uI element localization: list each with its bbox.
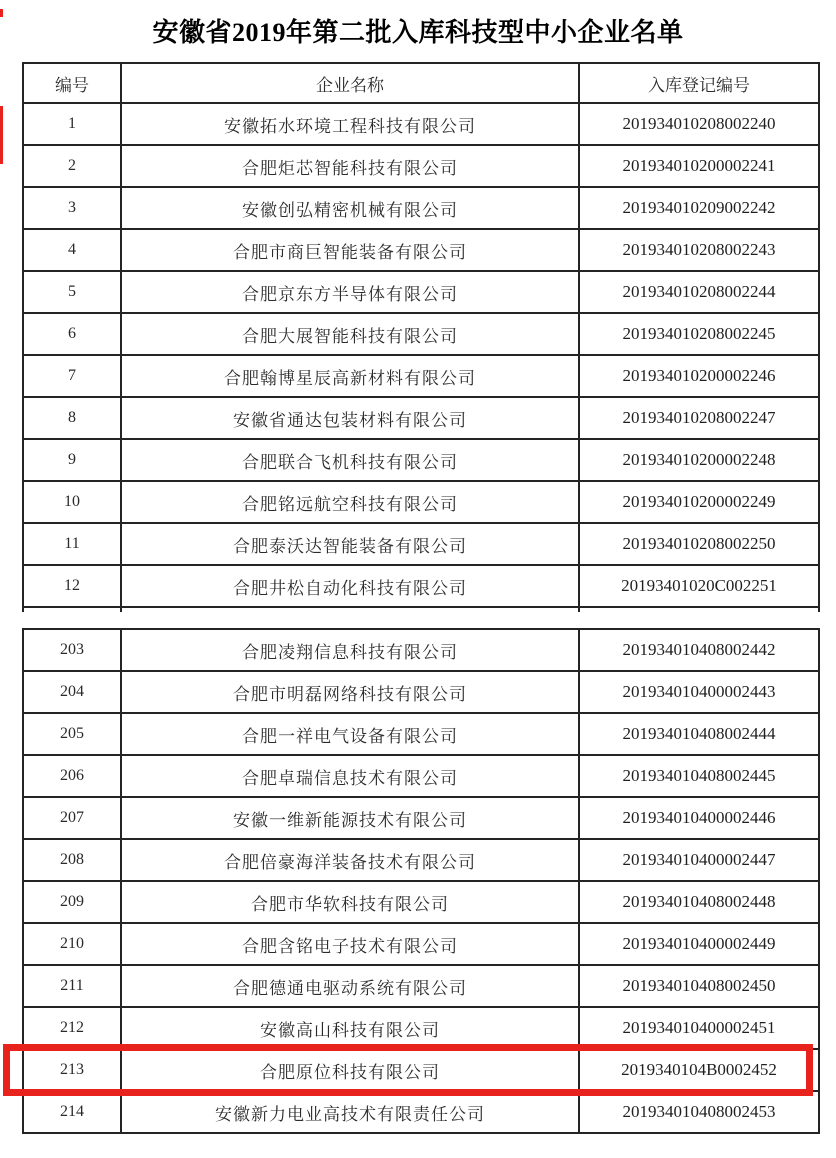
registration-number-cell: 201934010408002450 (579, 965, 819, 1007)
row-number-cell: 11 (23, 523, 121, 565)
company-table-section-1 (22, 62, 820, 612)
table-row (23, 797, 819, 839)
row-number-cell: 212 (23, 1007, 121, 1049)
registration-number-cell: 20193401020C002251 (579, 565, 819, 607)
row-number-cell: 206 (23, 755, 121, 797)
row-number-cell: 214 (23, 1091, 121, 1133)
registration-number-cell: 201934010208002245 (579, 313, 819, 355)
company-name-cell: 合肥含铭电子技术有限公司 (121, 923, 579, 965)
header-company-name: 企业名称 (121, 63, 579, 103)
registration-number-cell: 201934010400002449 (579, 923, 819, 965)
table-row (23, 439, 819, 481)
company-name-cell: 合肥卓瑞信息技术有限公司 (121, 755, 579, 797)
registration-number-cell: 201934010400002443 (579, 671, 819, 713)
registration-number-cell: 201934010408002453 (579, 1091, 819, 1133)
registration-number-cell: 201934010200002241 (579, 145, 819, 187)
table-row (23, 839, 819, 881)
row-number-cell: 211 (23, 965, 121, 1007)
company-name-cell: 安徽一维新能源技术有限公司 (121, 797, 579, 839)
company-name-cell: 安徽高山科技有限公司 (121, 1007, 579, 1049)
company-name-cell: 合肥倍豪海洋装备技术有限公司 (121, 839, 579, 881)
table-row (23, 713, 819, 755)
company-name-cell: 安徽创弘精密机械有限公司 (121, 187, 579, 229)
page-title: 安徽省2019年第二批入库科技型中小企业名单 (152, 18, 684, 47)
registration-number-cell: 201934010208002250 (579, 523, 819, 565)
registration-number-cell: 201934010400002451 (579, 1007, 819, 1049)
table-row (23, 755, 819, 797)
row-number-cell: 12 (23, 565, 121, 607)
registration-number-cell: 201934010209002242 (579, 187, 819, 229)
registration-number-cell: 201934010408002442 (579, 629, 819, 671)
header-id: 编号 (23, 63, 121, 103)
company-name-cell: 合肥翰博星辰高新材料有限公司 (121, 355, 579, 397)
row-number-cell: 213 (23, 1049, 121, 1091)
registration-number-cell: 201934010200002246 (579, 355, 819, 397)
registration-number-cell: 201934010208002247 (579, 397, 819, 439)
table-row (23, 481, 819, 523)
header-registration-number: 入库登记编号 (579, 63, 819, 103)
company-name-cell: 合肥市明磊网络科技有限公司 (121, 671, 579, 713)
table-row (23, 271, 819, 313)
registration-number-cell: 201934010400002446 (579, 797, 819, 839)
table-row (23, 881, 819, 923)
registration-number-cell: 201934010400002447 (579, 839, 819, 881)
row-number-cell: 2 (23, 145, 121, 187)
table-row (23, 923, 819, 965)
row-number-cell: 8 (23, 397, 121, 439)
table-row (23, 523, 819, 565)
company-name-cell: 合肥炬芯智能科技有限公司 (121, 145, 579, 187)
table-row (23, 1007, 819, 1049)
registration-number-cell: 201934010208002240 (579, 103, 819, 145)
table-row (23, 965, 819, 1007)
row-number-cell: 204 (23, 671, 121, 713)
table-row (23, 355, 819, 397)
row-number-cell: 5 (23, 271, 121, 313)
table-row (23, 187, 819, 229)
registration-number-cell: 201934010208002243 (579, 229, 819, 271)
table-row (23, 671, 819, 713)
row-number-cell: 10 (23, 481, 121, 523)
row-number-cell: 3 (23, 187, 121, 229)
registration-number-cell: 2019340104B0002452 (579, 1049, 819, 1091)
company-name-cell: 安徽新力电业高技术有限责任公司 (121, 1091, 579, 1133)
registration-number-cell: 201934010200002248 (579, 439, 819, 481)
company-name-cell: 合肥凌翔信息科技有限公司 (121, 629, 579, 671)
row-number-cell: 207 (23, 797, 121, 839)
registration-number-cell: 201934010408002448 (579, 881, 819, 923)
company-name-cell: 合肥德通电驱动系统有限公司 (121, 965, 579, 1007)
row-number-cell: 210 (23, 923, 121, 965)
table-row (23, 1091, 819, 1133)
company-name-cell: 合肥原位科技有限公司 (121, 1049, 579, 1091)
row-number-cell: 9 (23, 439, 121, 481)
table-row (23, 629, 819, 671)
row-number-cell: 7 (23, 355, 121, 397)
row-number-cell: 4 (23, 229, 121, 271)
table-row-highlighted (23, 1049, 819, 1091)
company-name-cell: 合肥京东方半导体有限公司 (121, 271, 579, 313)
registration-number-cell: 201934010408002444 (579, 713, 819, 755)
row-number-cell: 1 (23, 103, 121, 145)
company-name-cell: 合肥市华软科技有限公司 (121, 881, 579, 923)
table-row (23, 103, 819, 145)
red-edge-mark (0, 106, 3, 164)
company-name-cell: 合肥联合飞机科技有限公司 (121, 439, 579, 481)
company-name-cell: 合肥大展智能科技有限公司 (121, 313, 579, 355)
registration-number-cell: 201934010208002244 (579, 271, 819, 313)
table-row (23, 313, 819, 355)
company-name-cell: 安徽拓水环境工程科技有限公司 (121, 103, 579, 145)
company-name-cell: 合肥市商巨智能装备有限公司 (121, 229, 579, 271)
company-name-cell: 合肥井松自动化科技有限公司 (121, 565, 579, 607)
table-row (23, 229, 819, 271)
company-name-cell: 合肥泰沃达智能装备有限公司 (121, 523, 579, 565)
row-number-cell: 203 (23, 629, 121, 671)
row-number-cell: 209 (23, 881, 121, 923)
company-name-cell: 合肥铭远航空科技有限公司 (121, 481, 579, 523)
row-number-cell: 205 (23, 713, 121, 755)
table-row (23, 565, 819, 607)
company-name-cell: 合肥一祥电气设备有限公司 (121, 713, 579, 755)
cut-off-row (23, 607, 819, 612)
red-edge-mark (0, 9, 3, 17)
company-name-cell: 安徽省通达包装材料有限公司 (121, 397, 579, 439)
row-number-cell: 6 (23, 313, 121, 355)
table-row (23, 145, 819, 187)
table-row (23, 397, 819, 439)
table-header-row (23, 63, 819, 103)
registration-number-cell: 201934010200002249 (579, 481, 819, 523)
company-table-section-2 (22, 628, 820, 1134)
registration-number-cell: 201934010408002445 (579, 755, 819, 797)
row-number-cell: 208 (23, 839, 121, 881)
